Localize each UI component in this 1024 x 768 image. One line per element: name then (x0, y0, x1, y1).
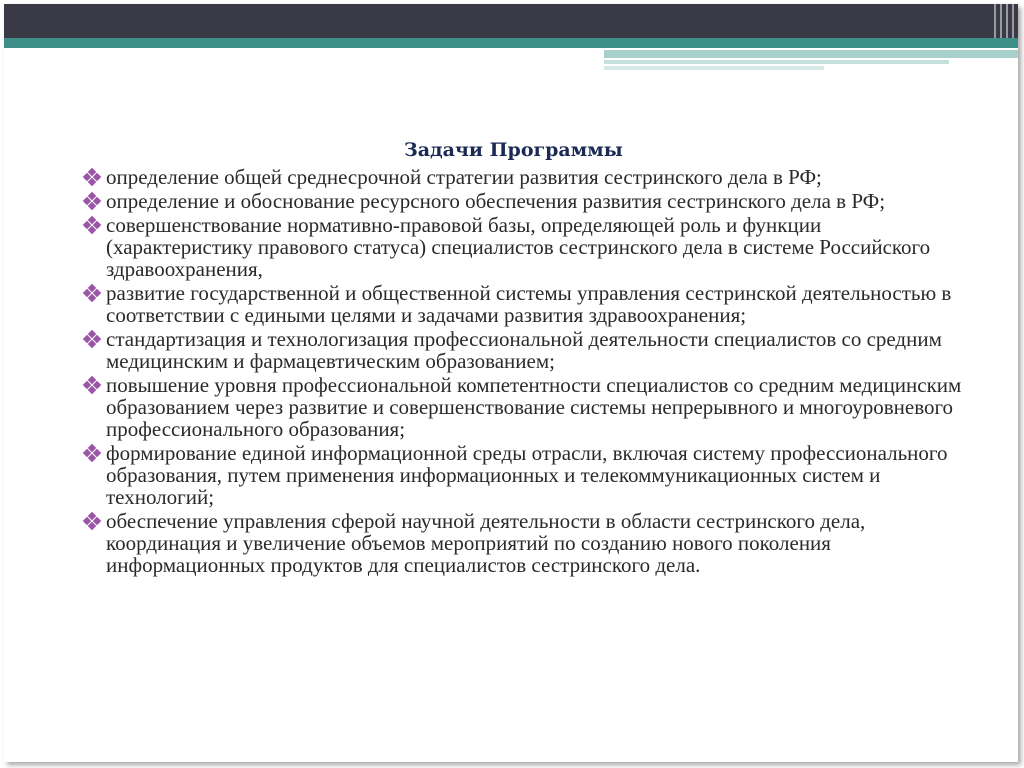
diamond-bullet-icon (84, 445, 100, 461)
list-item-text: совершенствование нормативно-правовой базы, определяющей роль и функции (характеристику правового статуса) специалистов сестринского дела в системе Российского здравоохранения, (106, 213, 931, 281)
list-item (106, 328, 966, 372)
list-item-text: обеспечение управления сферой научной деятельности в области сестринского дела, координация и увеличение объемов мероприятий по созданию нового поколения информационных продуктов для специалистов сестринского дела. (106, 509, 866, 577)
list-item (106, 442, 966, 508)
list-item-text: определение общей среднесрочной стратегии развития сестринского дела в РФ; (106, 165, 822, 189)
list-item (106, 510, 966, 576)
list-item (106, 166, 966, 188)
list-item (106, 282, 966, 326)
header-decoration-lines (990, 4, 1018, 38)
list-item (106, 190, 966, 212)
diamond-bullet-icon (84, 193, 100, 209)
task-list (106, 166, 966, 576)
list-item-text: развитие государственной и общественной системы управления сестринской деятельностью в соответствии с едиными целями и задачами развития здравоохранения; (106, 281, 952, 327)
list-item (106, 374, 966, 440)
list-item-text: стандартизация и технологизация профессиональной деятельности специалистов со средним медицинским и фармацевтическим образованием; (106, 327, 942, 373)
slide-title: Задачи Программы (404, 139, 623, 161)
diamond-bullet-icon (84, 169, 100, 185)
diamond-bullet-icon (84, 331, 100, 347)
decor-strip (604, 60, 949, 64)
decor-strip (604, 50, 1018, 58)
list-item-text: определение и обоснование ресурсного обеспечения развития сестринского дела в РФ; (106, 189, 886, 213)
list-item-text: повышение уровня профессиональной компетентности специалистов со средним медицинским образованием через развитие и совершенствование системы непрерывного и многоуровневого профессионального образования; (106, 373, 962, 441)
diamond-bullet-icon (84, 217, 100, 233)
teal-stripe (4, 38, 1018, 48)
diamond-bullet-icon (84, 285, 100, 301)
decor-strip (604, 66, 824, 70)
diamond-bullet-icon (84, 377, 100, 393)
list-item (106, 214, 966, 280)
slide-content (106, 136, 966, 578)
list-item-text: формирование единой информационной среды отрасли, включая систему профессионального образования, путем применения информационных и телекоммуникационных систем и технологий; (106, 441, 948, 509)
diamond-bullet-icon (84, 513, 100, 529)
header-bar (4, 4, 1018, 38)
slide (4, 4, 1018, 762)
